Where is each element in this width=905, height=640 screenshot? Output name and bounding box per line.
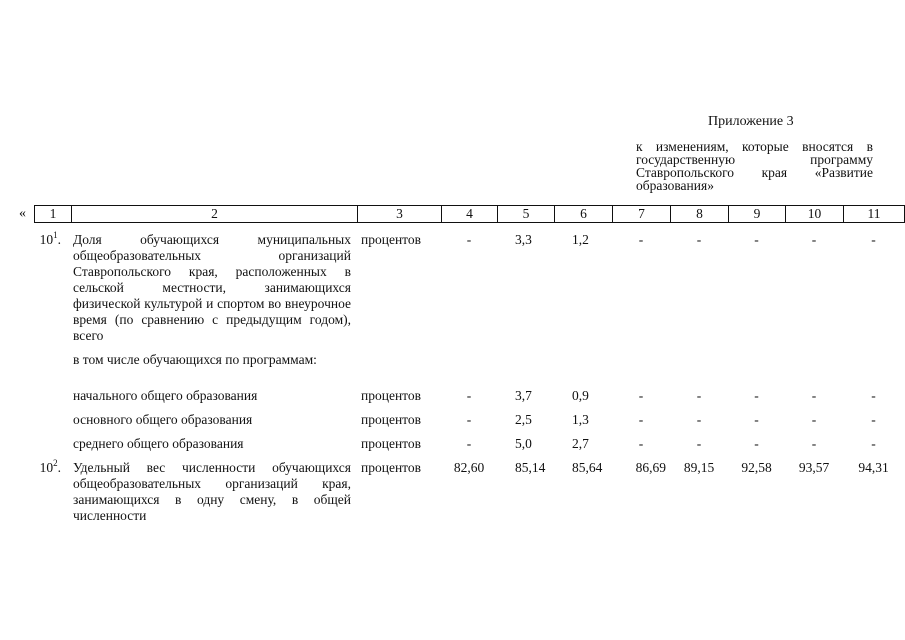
value-cell: - <box>754 388 759 403</box>
value-cell: 1,3 <box>572 412 589 427</box>
unit: процентов <box>361 436 422 451</box>
unit: процентов <box>361 412 422 427</box>
value-cell: - <box>871 412 876 427</box>
table-row <box>34 388 904 404</box>
value-cell: - <box>811 388 817 403</box>
row-number: $10^2$. <box>39 458 61 475</box>
value-cell: 89,15 <box>683 460 715 475</box>
indicator-name: начального общего образования <box>73 388 258 403</box>
value-cell: - <box>696 388 702 403</box>
value-cell: - <box>754 232 759 247</box>
appendix-subtitle: к изменениям, которые вносятся в государственную программу Ставропольского края «Развитие образования» <box>636 139 873 193</box>
value-cell: - <box>811 412 817 427</box>
value-cell: - <box>638 412 644 427</box>
value-cell: - <box>811 232 817 247</box>
unit: процентов <box>361 460 422 475</box>
value-cell: 94,31 <box>858 460 889 475</box>
value-cell: - <box>638 436 644 451</box>
unit: процентов <box>361 232 422 247</box>
indicator-name: среднего общего образования <box>73 436 244 451</box>
column-number: 9 <box>729 206 786 223</box>
column-number: 5 <box>498 206 555 223</box>
column-number: 10 <box>786 206 844 223</box>
appendix-title: Приложение 3 <box>708 114 794 129</box>
column-number: 1 <box>35 206 72 223</box>
value-cell: 85,14 <box>515 460 546 475</box>
value-cell: - <box>754 436 759 451</box>
row-number: $10^1$. <box>39 230 61 247</box>
value-cell: - <box>871 232 876 247</box>
indicator-name: Доля обучающихся муниципальных общеобразовательных организаций Ставропольского края, расположенных в сельской местности, занимающихся физической культурой и спортом во внеурочное время (по сравнению с предыдущим годом), всего <box>73 232 351 343</box>
value-cell: 86,69 <box>635 460 666 475</box>
subgroup-label: в том числе обучающихся по программам: <box>73 352 317 367</box>
value-cell: - <box>466 388 472 403</box>
value-cell: - <box>466 412 472 427</box>
value-cell: - <box>696 232 702 247</box>
value-cell: - <box>638 388 644 403</box>
value-cell: 2,5 <box>515 412 532 427</box>
value-cell: 0,9 <box>572 388 589 403</box>
value-cell: 3,3 <box>515 232 532 247</box>
indicator-name: основного общего образования <box>73 412 253 427</box>
value-cell: 2,7 <box>572 436 589 451</box>
value-cell: - <box>811 436 817 451</box>
column-number: 11 <box>844 206 905 223</box>
value-cell: 1,2 <box>572 232 589 247</box>
unit: процентов <box>361 388 422 403</box>
table-row <box>34 460 904 524</box>
value-cell: 5,0 <box>515 436 532 451</box>
indicator-name: Удельный вес численности обучающихся общеобразовательных организаций края, занимающихся в одну смену, в общей численности <box>73 460 351 523</box>
value-cell: 85,64 <box>572 460 603 475</box>
value-cell: - <box>754 412 759 427</box>
column-number: 7 <box>613 206 671 223</box>
value-cell: 92,58 <box>741 460 772 475</box>
value-cell: 93,57 <box>798 460 830 475</box>
value-cell: - <box>466 232 472 247</box>
value-cell: - <box>638 232 644 247</box>
table-row <box>34 232 904 344</box>
value-cell: - <box>696 412 702 427</box>
value-cell: - <box>466 436 472 451</box>
column-number: 4 <box>442 206 498 223</box>
column-number-header <box>34 205 905 223</box>
table-row <box>34 436 904 452</box>
value-cell: - <box>871 436 876 451</box>
column-number: 3 <box>358 206 442 223</box>
table-row <box>34 352 904 368</box>
value-cell: 82,60 <box>453 460 485 475</box>
column-number: 8 <box>671 206 729 223</box>
open-quote: « <box>19 206 26 221</box>
column-number: 2 <box>72 206 358 223</box>
value-cell: - <box>696 436 702 451</box>
value-cell: - <box>871 388 876 403</box>
column-number: 6 <box>555 206 613 223</box>
indicator-table <box>34 232 904 524</box>
table-row <box>34 412 904 428</box>
value-cell: 3,7 <box>515 388 532 403</box>
